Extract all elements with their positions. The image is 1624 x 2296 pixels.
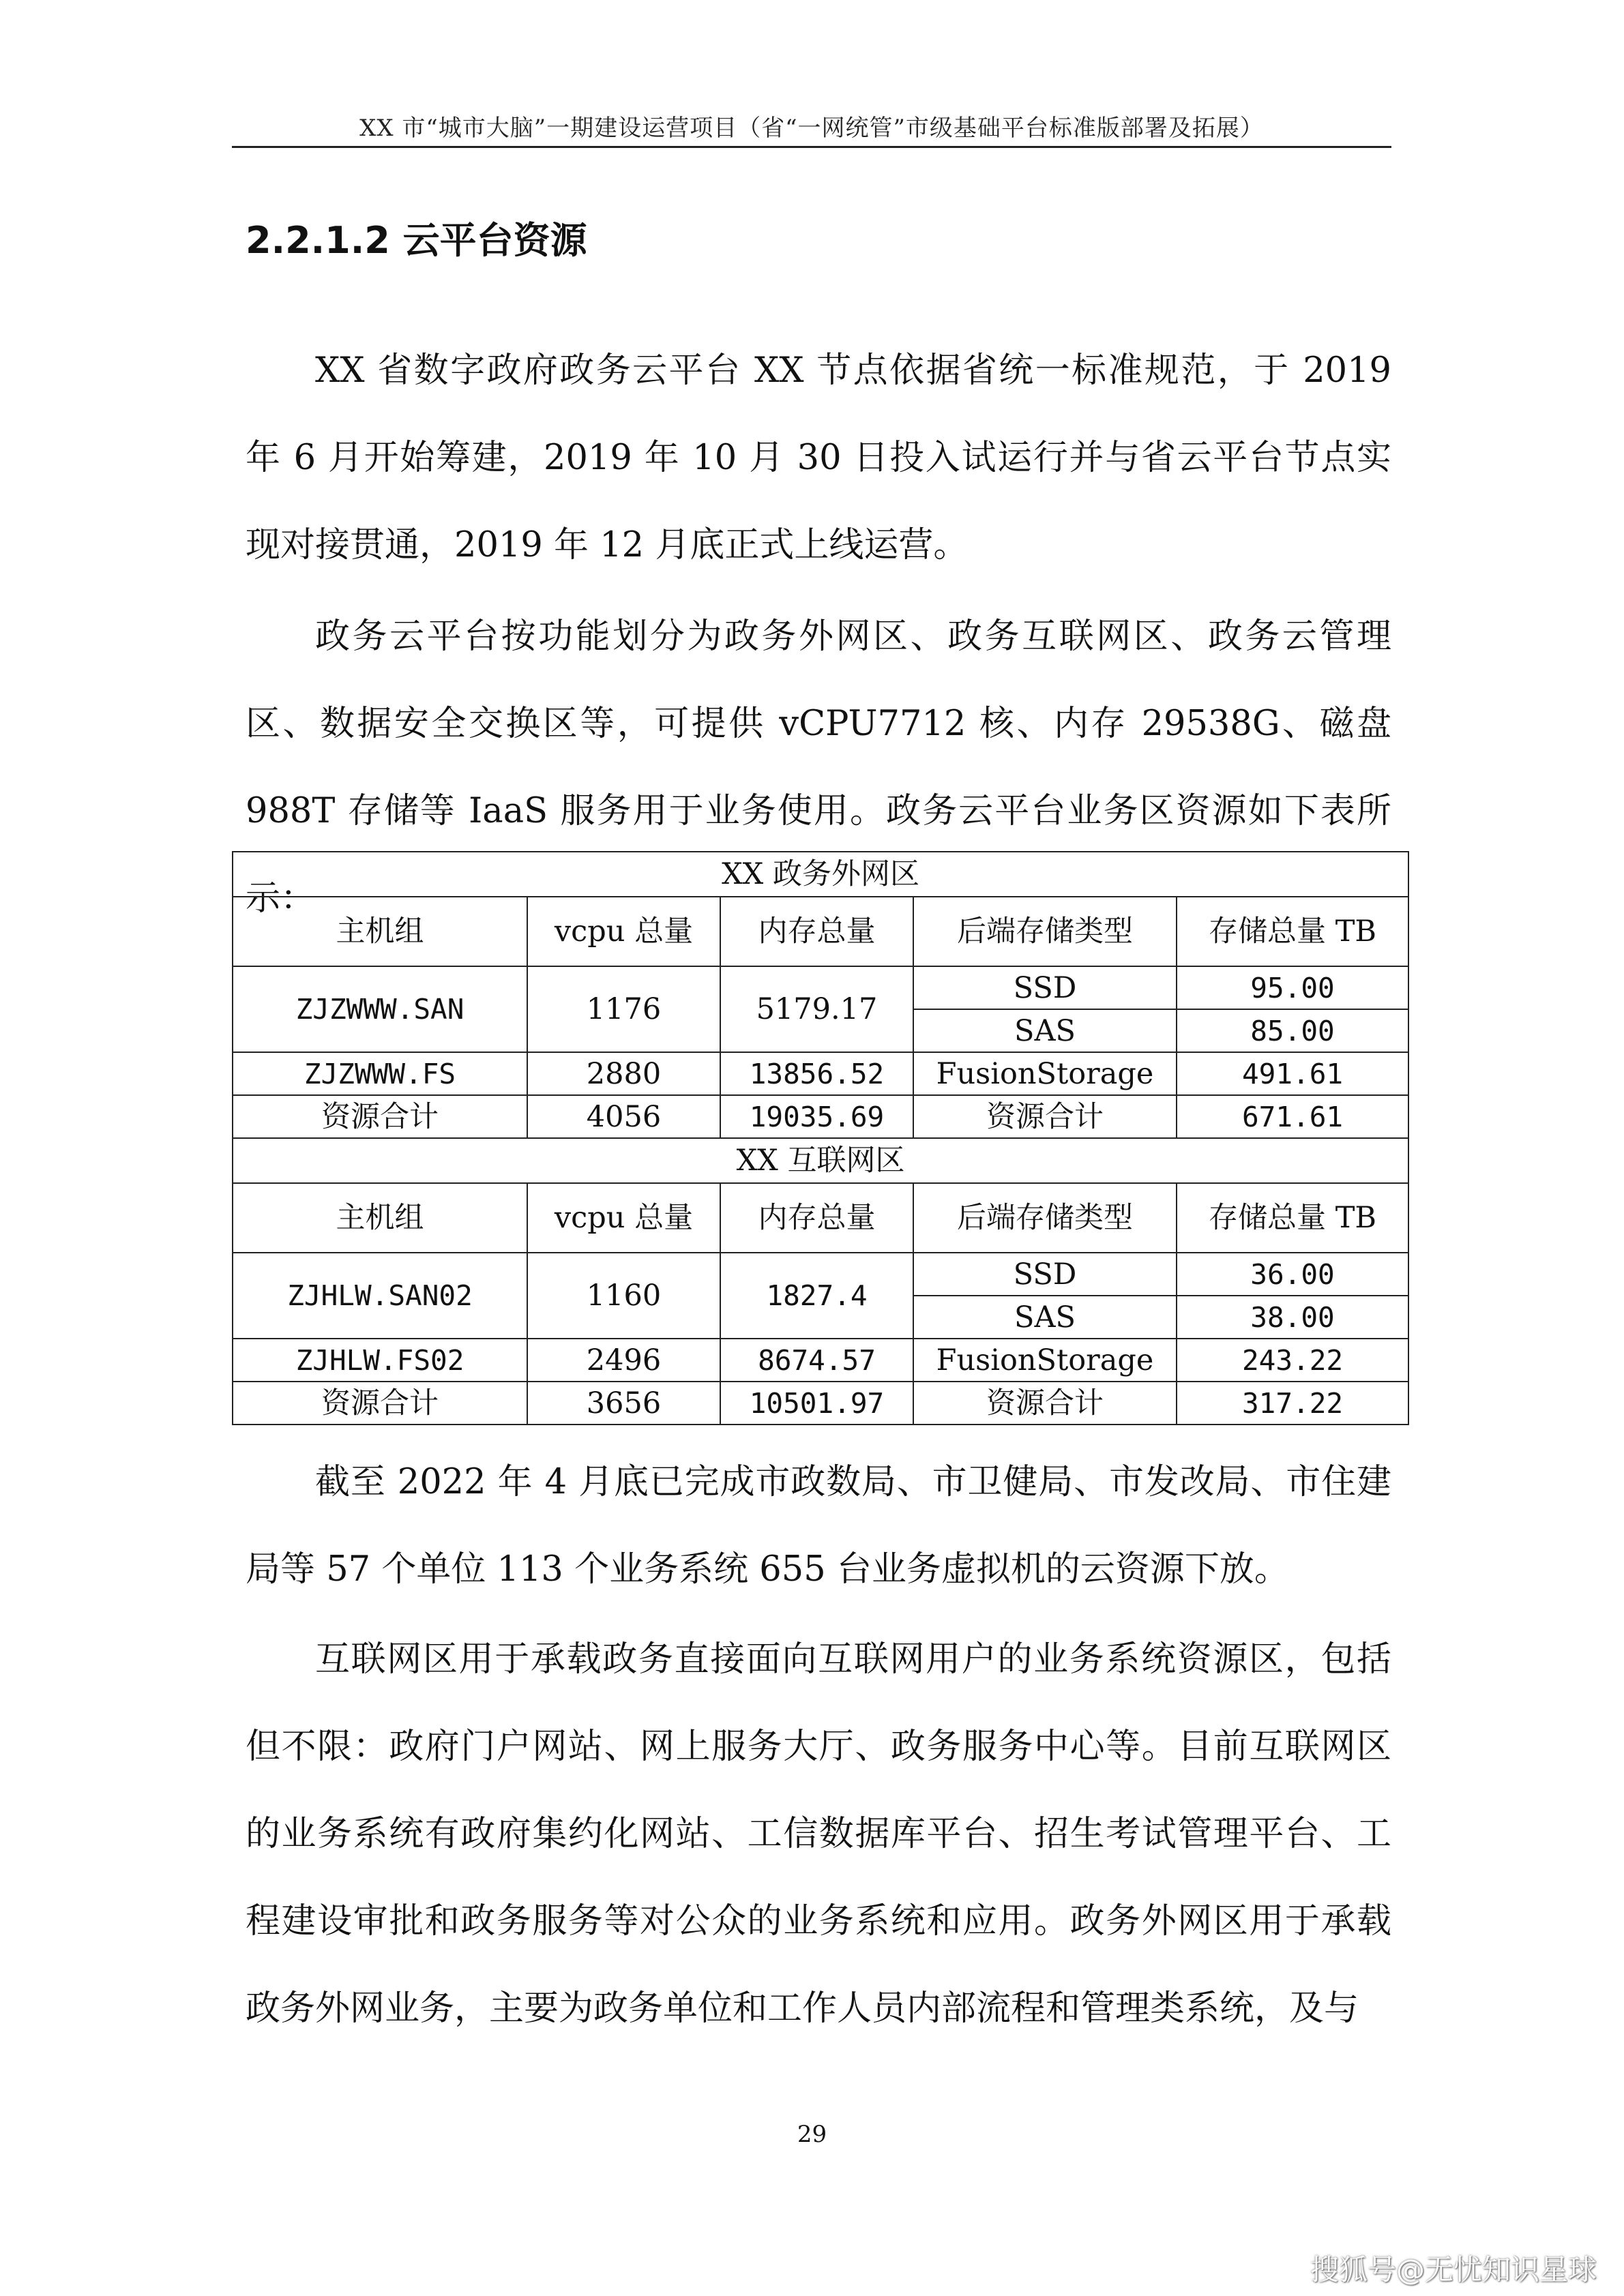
column-header-storage-tb: 存储总量 TB: [1177, 1183, 1408, 1253]
column-header-vcpu: vcpu 总量: [527, 897, 720, 966]
vcpu-cell: 1160: [527, 1253, 720, 1339]
column-header-storage-type: 后端存储类型: [913, 1183, 1177, 1253]
total-tb-cell: 671.61: [1177, 1095, 1408, 1138]
table-row: [233, 966, 1408, 1009]
zone-header-row: [233, 852, 1408, 897]
total-label-cell: 资源合计: [233, 1095, 527, 1138]
paragraph-cloud-history: XX 省数字政府政务云平台 XX 节点依据省统一标准规范，于 2019 年 6 月开始筹建，2019 年 10 月 30 日投入试运行并与省云平台节点实现对接贯通，2019 年 12 月底正式上线运营。: [246, 351, 1391, 565]
storage-type-cell: SSD: [913, 1253, 1177, 1296]
watermark: 搜狐号@无忧知识星球: [1310, 2253, 1597, 2286]
vcpu-cell: 1176: [527, 966, 720, 1052]
host-group-cell: ZJZWWW.SAN: [233, 966, 527, 1052]
column-header-host: 主机组: [233, 1183, 527, 1253]
total-label-cell: 资源合计: [913, 1095, 1177, 1138]
zone-header-row: [233, 1138, 1408, 1183]
total-row: [233, 1382, 1408, 1425]
column-header-memory: 内存总量: [720, 1183, 913, 1253]
column-header-storage-type: 后端存储类型: [913, 897, 1177, 966]
vcpu-cell: 2496: [527, 1339, 720, 1382]
storage-tb-cell: 95.00: [1177, 966, 1408, 1009]
memory-cell: 1827.4: [720, 1253, 913, 1339]
column-header-host: 主机组: [233, 897, 527, 966]
column-header-row: [233, 897, 1408, 966]
table-row: [233, 1339, 1408, 1382]
running-header: XX 市“城市大脑”一期建设运营项目（省“一网统管”市级基础平台标准版部署及拓展）: [359, 115, 1264, 142]
header-rule: [232, 146, 1391, 148]
paragraph-cloud-zones: 政务云平台按功能划分为政务外网区、政务互联网区、政务云管理区、数据安全交换区等，可提供 vCPU7712 核、内存 29538G、磁盘 988T 存储等 IaaS 服务用于业务使用。政务云平台业务区资源如下表所示：: [246, 616, 1391, 919]
total-label-cell: 资源合计: [233, 1382, 527, 1425]
host-group-cell: ZJHLW.SAN02: [233, 1253, 527, 1339]
host-group-cell: ZJHLW.FS02: [233, 1339, 527, 1382]
total-label-cell: 资源合计: [913, 1382, 1177, 1425]
column-header-row: [233, 1183, 1408, 1253]
table-row: [233, 1052, 1408, 1095]
resource-table: [232, 851, 1409, 1425]
total-vcpu-cell: 4056: [527, 1095, 720, 1138]
storage-tb-cell: 491.61: [1177, 1052, 1408, 1095]
memory-cell: 5179.17: [720, 966, 913, 1052]
total-row: [233, 1095, 1408, 1138]
table-row: [233, 1253, 1408, 1296]
paragraph-resource-allocation: 截至 2022 年 4 月底已完成市政数局、市卫健局、市发改局、市住建局等 57 个单位 113 个业务系统 655 台业务虚拟机的云资源下放。: [246, 1462, 1391, 1590]
memory-cell: 13856.52: [720, 1052, 913, 1095]
storage-type-cell: SAS: [913, 1009, 1177, 1052]
total-tb-cell: 317.22: [1177, 1382, 1408, 1425]
storage-type-cell: SSD: [913, 966, 1177, 1009]
host-group-cell: ZJZWWW.FS: [233, 1052, 527, 1095]
paragraph-internet-zone: 互联网区用于承载政务直接面向互联网用户的业务系统资源区，包括但不限：政府门户网站、网上服务大厅、政务服务中心等。目前互联网区的业务系统有政府集约化网站、工信数据库平台、招生考试管理平台、工程建设审批和政务服务等对公众的业务系统和应用。政务外网区用于承载政务外网业务，主要为政务单位和工作人员内部流程和管理类系统，及与: [246, 1639, 1391, 2029]
vcpu-cell: 2880: [527, 1052, 720, 1095]
storage-tb-cell: 243.22: [1177, 1339, 1408, 1382]
page-number: 29: [797, 2121, 827, 2148]
total-memory-cell: 10501.97: [720, 1382, 913, 1425]
storage-type-cell: FusionStorage: [913, 1052, 1177, 1095]
storage-tb-cell: 85.00: [1177, 1009, 1408, 1052]
storage-tb-cell: 36.00: [1177, 1253, 1408, 1296]
memory-cell: 8674.57: [720, 1339, 913, 1382]
column-header-memory: 内存总量: [720, 897, 913, 966]
storage-tb-cell: 38.00: [1177, 1296, 1408, 1339]
storage-type-cell: FusionStorage: [913, 1339, 1177, 1382]
total-memory-cell: 19035.69: [720, 1095, 913, 1138]
zone-name: XX 互联网区: [233, 1138, 1408, 1183]
zone-name: XX 政务外网区: [233, 852, 1408, 897]
storage-type-cell: SAS: [913, 1296, 1177, 1339]
column-header-vcpu: vcpu 总量: [527, 1183, 720, 1253]
section-title: 2.2.1.2 云平台资源: [246, 219, 587, 262]
column-header-storage-tb: 存储总量 TB: [1177, 897, 1408, 966]
total-vcpu-cell: 3656: [527, 1382, 720, 1425]
